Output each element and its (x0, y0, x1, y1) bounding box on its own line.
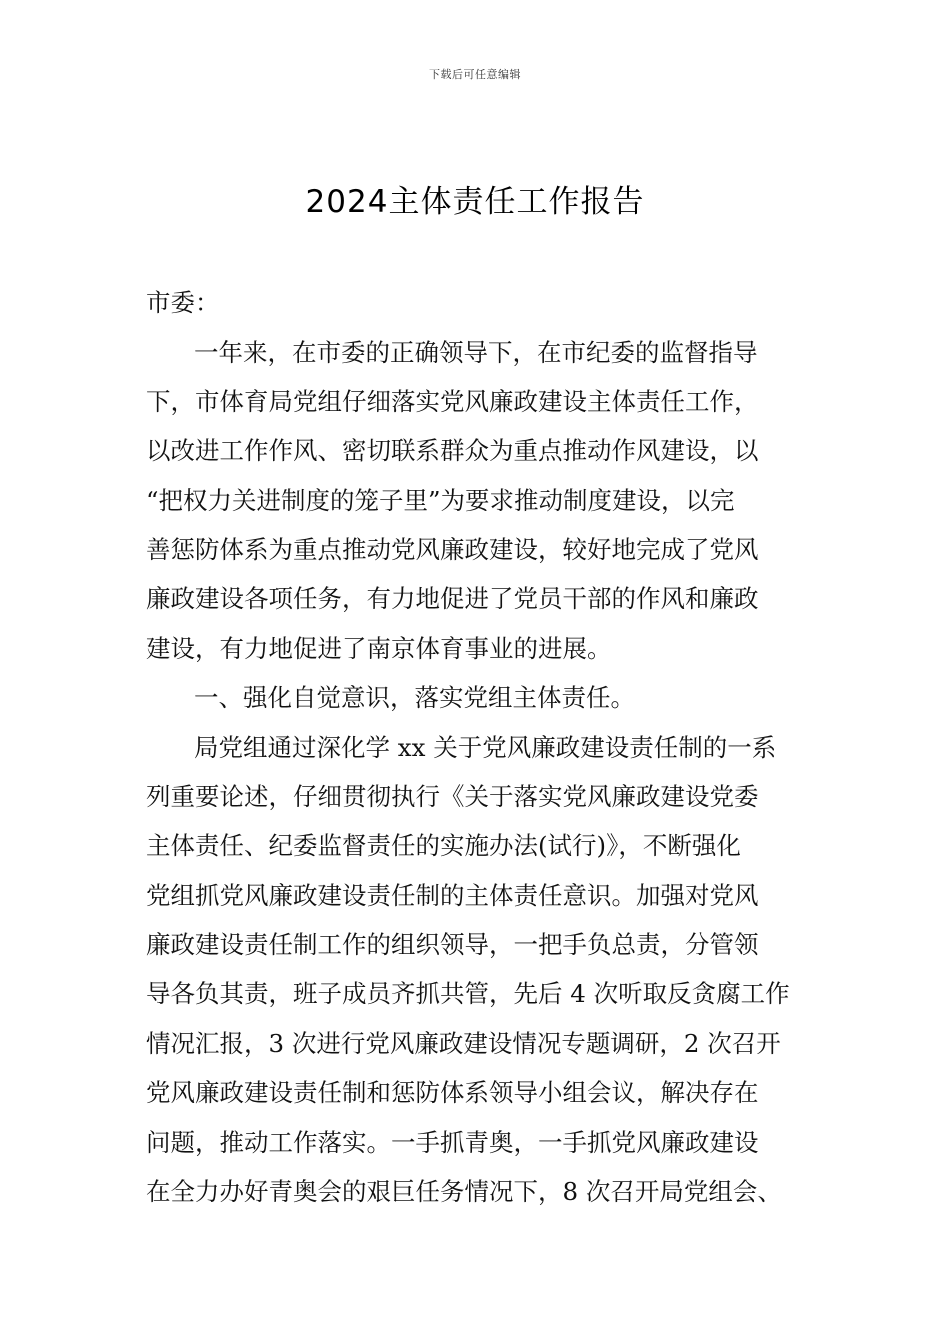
section-heading: 一、强化自觉意识，落实党组主体责任。 (194, 683, 635, 712)
paragraph-line: 局党组通过深化学 xx 关于党风廉政建设责任制的一系 (194, 733, 777, 762)
paragraph-line: 廉政建设各项任务，有力地促进了党员干部的作风和廉政 (146, 584, 759, 613)
paragraph-line: 党风廉政建设责任制和惩防体系领导小组会议，解决存在 (146, 1078, 759, 1107)
salutation: 市委： (146, 288, 220, 317)
paragraph-line: 在全力办好青奥会的艰巨任务情况下，8 次召开局党组会、 (146, 1177, 782, 1206)
paragraph-line: 列重要论述，仔细贯彻执行《关于落实党风廉政建设党委 (146, 782, 759, 811)
paragraph-line: 建设，有力地促进了南京体育事业的进展。 (146, 634, 612, 663)
paragraph-line: “把权力关进制度的笼子里”为要求推动制度建设，以完 (146, 486, 735, 515)
paragraph-line: 问题，推动工作落实。一手抓青奥，一手抓党风廉政建设 (146, 1128, 759, 1157)
header-note: 下载后可任意编辑 (429, 68, 521, 81)
paragraph-line: 廉政建设责任制工作的组织领导，一把手负总责，分管领 (146, 930, 759, 959)
document-title: 2024主体责任工作报告 (305, 184, 645, 220)
paragraph-line: 以改进工作作风、密切联系群众为重点推动作风建设，以 (146, 436, 759, 465)
paragraph-line: 情况汇报，3 次进行党风廉政建设情况专题调研，2 次召开 (146, 1029, 781, 1058)
paragraph-line: 下，市体育局党组仔细落实党风廉政建设主体责任工作， (146, 387, 759, 416)
paragraph-line: 导各负其责，班子成员齐抓共管，先后 4 次听取反贪腐工作 (146, 979, 790, 1008)
paragraph-line: 一年来，在市委的正确领导下，在市纪委的监督指导 (194, 338, 758, 367)
paragraph-line: 党组抓党风廉政建设责任制的主体责任意识。加强对党风 (146, 881, 759, 910)
paragraph-line: 善惩防体系为重点推动党风廉政建设，较好地完成了党风 (146, 535, 759, 564)
paragraph-line: 主体责任、纪委监督责任的实施办法(试行)》，不断强化 (146, 831, 741, 860)
